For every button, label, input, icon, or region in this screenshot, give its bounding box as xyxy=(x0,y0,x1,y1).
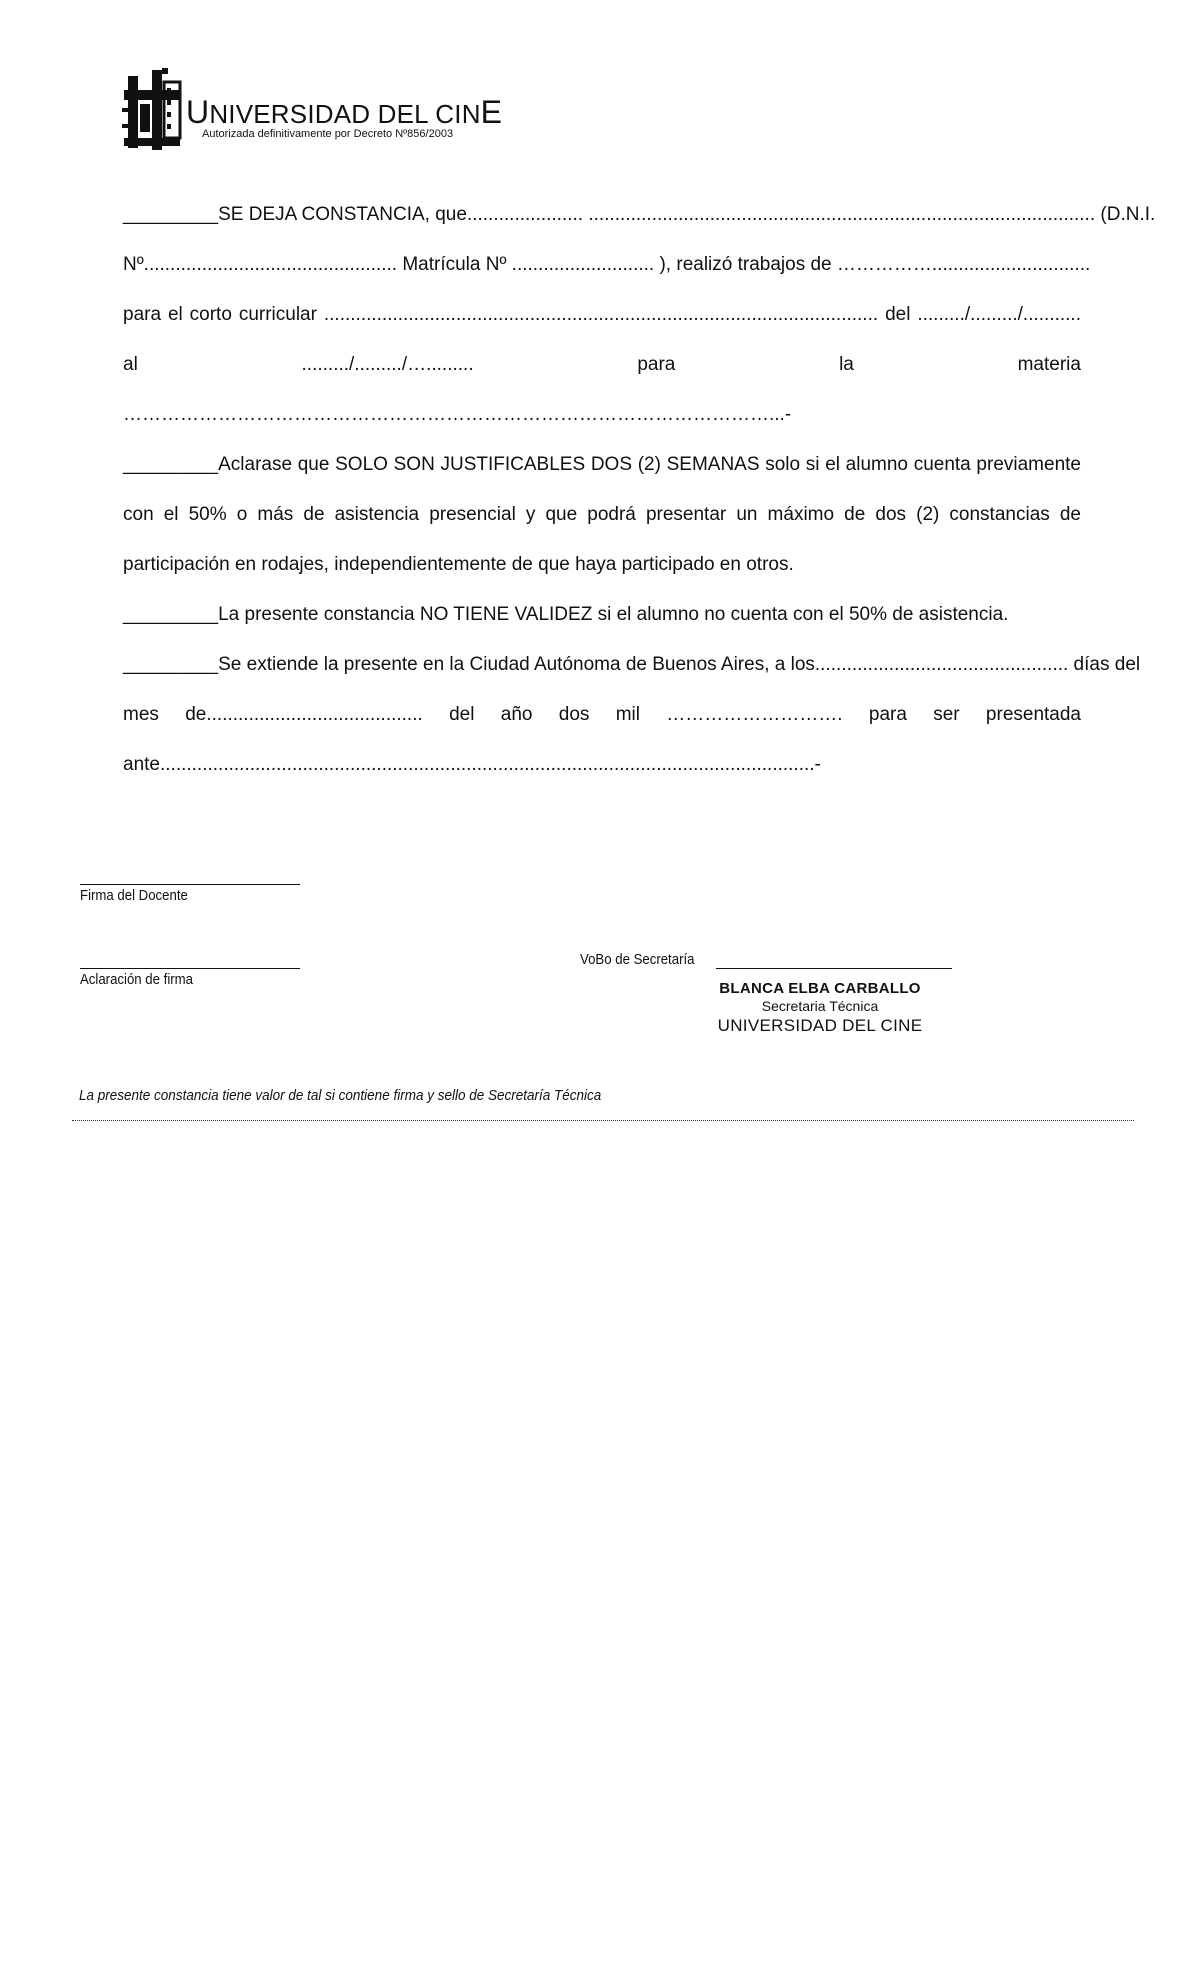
vobo-label: VoBo de Secretaría xyxy=(580,951,695,968)
vobo-signature-line xyxy=(716,968,952,969)
constancia-body xyxy=(123,190,1156,790)
secretaria-stamp xyxy=(700,980,940,1036)
extension-line-3: ante............................................................................................................................- xyxy=(123,754,821,775)
docente-signature-label: Firma del Docente xyxy=(80,887,188,904)
constancia-line-3: para el corto curricular ......................................................................................................... del ........./........./........... xyxy=(123,304,1081,325)
aclaracion-signature-line xyxy=(80,968,300,969)
line-4-word: materia xyxy=(1017,354,1081,375)
aclaracion-signature-label: Aclaración de firma xyxy=(80,971,193,988)
university-name: UNIVERSIDAD DEL CINE xyxy=(186,94,503,130)
constancia-line-4 xyxy=(123,340,1081,390)
stamp-organization: UNIVERSIDAD DEL CINE xyxy=(717,1016,923,1035)
stamp-name: BLANCA ELBA CARBALLO xyxy=(719,980,921,997)
extension-line-2: mes de......................................... del año dos mil ………………………. para ser presentada xyxy=(123,704,1081,725)
line-4-word: la xyxy=(839,354,854,375)
dotted-divider xyxy=(72,1120,1134,1121)
university-decree: Autorizada definitivamente por Decreto Nº856/2003 xyxy=(202,128,454,140)
university-logo xyxy=(122,68,503,154)
constancia-line-5: …………………………………………………………………………………………...- xyxy=(123,404,792,425)
stamp-role: Secretaria Técnica xyxy=(761,998,879,1014)
film-strip-logo-icon xyxy=(122,68,188,154)
validez-paragraph: _________La presente constancia NO TIENE VALIDEZ si el alumno no cuenta con el 50% de asistencia. xyxy=(123,604,1009,625)
constancia-line-2: Nº................................................ Matrícula Nº ........................... ), realizó trabajos de …………….............................. xyxy=(123,254,1091,275)
line-4-word: ........./........./…......... xyxy=(301,354,474,375)
validity-note: La presente constancia tiene valor de tal si contiene firma y sello de Secretaría Técnica xyxy=(79,1087,602,1104)
line-4-word: para xyxy=(637,354,676,375)
docente-signature-line xyxy=(80,884,300,885)
line-4-word: al xyxy=(123,354,138,375)
extension-line-1: _________Se extiende la presente en la Ciudad Autónoma de Buenos Aires, a los................................................ días del xyxy=(123,654,1141,675)
aclaracion-paragraph: _________Aclarase que SOLO SON JUSTIFICABLES DOS (2) SEMANAS solo si el alumno cuenta previamente con el 50% o más de asistencia presencial y que podrá presentar un máximo de dos (2) constancias de participación en rodajes, independientemente de que haya participado en otros. xyxy=(123,454,1081,575)
constancia-line-1: _________SE DEJA CONSTANCIA, que...................... ................................................................................................ (D.N.I. xyxy=(123,204,1156,225)
